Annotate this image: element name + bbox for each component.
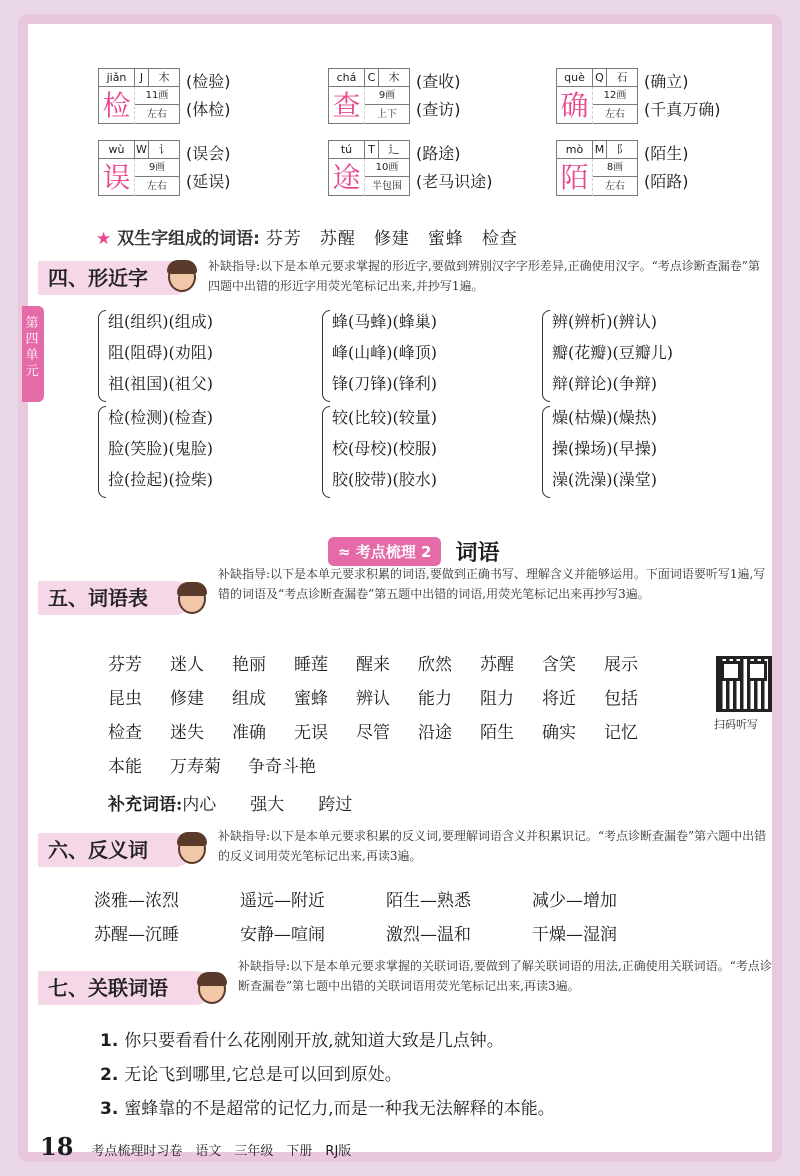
radical: 石: [616, 71, 628, 84]
char: 途: [329, 159, 365, 196]
word: (陌生): [644, 144, 689, 163]
footer: [40, 1132, 351, 1161]
word: 尽管: [356, 723, 390, 743]
word: 艳丽: [232, 655, 266, 675]
stroke-count: 11画: [135, 87, 179, 105]
page-number: 18: [40, 1132, 74, 1161]
kaodian-badge: ≈ 考点梳理 2: [328, 537, 441, 566]
structure: 半包围: [372, 181, 402, 192]
similar-char-line: 较(比较)(较量): [332, 408, 437, 427]
antonym-pair: 陌生—熟悉: [386, 891, 471, 911]
word: 沿途: [418, 723, 452, 743]
char: 误: [99, 159, 135, 196]
word: (检验): [186, 72, 231, 91]
page: [18, 14, 782, 1162]
girl-avatar-icon: [198, 974, 226, 1004]
stroke-count: 9画: [365, 87, 409, 105]
letter: M: [593, 141, 607, 158]
word-row: [108, 752, 348, 777]
word: 苏醒: [480, 655, 514, 675]
word: (查访): [416, 100, 461, 119]
word: 醒来: [356, 655, 390, 675]
word: 芬芳: [108, 655, 142, 675]
word-row: [108, 718, 666, 743]
letter: T: [365, 141, 379, 158]
similar-char-line: 燥(枯燥)(燥热): [552, 408, 657, 427]
word: 迷失: [170, 723, 204, 743]
antonym-pair: 激烈—温和: [386, 925, 471, 945]
structure: 左右: [605, 109, 625, 120]
section-5-note: 补缺指导:以下是本单元要求积累的词语,要做到正确书写、理解含义并能够运用。下面词语要听写1遍,写错的词语及“考点诊断查漏卷”第五题中出错的词语,用荧光笔标记出来再抄写3遍。: [218, 567, 766, 601]
section-7-note: 补缺指导:以下是本单元要求掌握的关联词语,要做到了解关联词语的用法,正确使用关联词语。“考点诊断查漏卷”第七题中出错的关联词语用荧光笔标记出来,再读3遍。: [238, 959, 772, 993]
word: 迷人: [170, 655, 204, 675]
word: 睡莲: [294, 655, 328, 675]
word: 欣然: [418, 655, 452, 675]
word: 将近: [542, 689, 576, 709]
word: (千真万确): [644, 100, 721, 119]
word: 陌生: [480, 723, 514, 743]
char-card: [556, 140, 689, 196]
char-card: [98, 68, 231, 124]
char-card: [328, 140, 493, 196]
word: 准确: [232, 723, 266, 743]
similar-char-line: 祖(祖国)(祖父): [108, 374, 213, 393]
double-words-values: 芬芳 苏醒 修建 蜜蜂 检查: [265, 229, 518, 249]
word: 无误: [294, 723, 328, 743]
structure: 左右: [605, 181, 625, 192]
star-icon: ★: [96, 229, 112, 249]
antonym-pair: 干燥—湿润: [532, 925, 617, 945]
char-card: [98, 140, 231, 196]
word: (体检): [186, 100, 231, 119]
similar-char-line: 辨(辨析)(辨认): [552, 312, 657, 331]
letter: W: [135, 141, 149, 158]
word: 包括: [604, 689, 638, 709]
section-6-header: [38, 832, 192, 868]
pinyin: mò: [557, 141, 593, 158]
word: (路途): [416, 144, 461, 163]
char: 陌: [557, 159, 593, 196]
girl-avatar-icon: [168, 262, 196, 292]
char: 确: [557, 87, 593, 124]
word: 昆虫: [108, 689, 142, 709]
similar-char-group: [108, 306, 213, 399]
section-6-note: 补缺指导:以下是本单元要求积累的反义词,要理解词语含义并积累识记。“考点诊断查漏卷”第六题中出错的反义词用荧光笔标记出来,再读3遍。: [218, 829, 767, 863]
antonym-pair: 淡雅—浓烈: [94, 891, 179, 911]
word: 万寿菊: [170, 757, 221, 777]
antonym-pair: 苏醒—沉睡: [94, 925, 179, 945]
similar-char-line: 脸(笑脸)(鬼脸): [108, 439, 213, 458]
double-words-line: [96, 224, 518, 249]
word: (查收): [416, 72, 461, 91]
stroke-count: 12画: [593, 87, 637, 105]
brace: [542, 406, 550, 498]
section-title: 五、词语表: [38, 581, 192, 615]
stroke-count: 10画: [365, 159, 409, 177]
supplementary-words: [108, 790, 352, 815]
similar-char-line: 捡(捡起)(捡柴): [108, 470, 213, 489]
qr-code-icon[interactable]: [716, 656, 772, 712]
similar-char-group: [332, 306, 437, 399]
brace: [98, 310, 106, 402]
similar-char-line: 校(母校)(校服): [332, 439, 437, 458]
sentence-text: 你只要看看什么花刚刚开放,就知道大致是几点钟。: [124, 1031, 504, 1051]
similar-char-line: 澡(洗澡)(澡堂): [552, 470, 657, 489]
word: 组成: [232, 689, 266, 709]
word: 记忆: [604, 723, 638, 743]
sentence-text: 蜜蜂靠的不是超常的记忆力,而是一种我无法解释的本能。: [124, 1099, 555, 1119]
pinyin: què: [557, 69, 593, 86]
qr-label: 扫码听写: [714, 718, 758, 731]
sentence-number: 1.: [100, 1031, 119, 1051]
pinyin: chá: [329, 69, 365, 86]
brace: [322, 310, 330, 402]
girl-avatar-icon: [178, 834, 206, 864]
radical: 辶: [388, 143, 400, 156]
word-row: [108, 650, 666, 675]
brace: [98, 406, 106, 498]
similar-char-line: 胶(胶带)(胶水): [332, 470, 437, 489]
sentence: [100, 1026, 504, 1051]
similar-char-line: 锋(刀锋)(锋利): [332, 374, 437, 393]
similar-char-line: 辩(辩论)(争辩): [552, 374, 657, 393]
word: 争奇斗艳: [248, 757, 316, 777]
pinyin: tú: [329, 141, 365, 158]
word: 展示: [604, 655, 638, 675]
similar-char-group: [108, 402, 213, 495]
brace: [542, 310, 550, 402]
stroke-count: 9画: [135, 159, 179, 177]
char: 检: [99, 87, 135, 124]
pinyin: jiǎn: [99, 69, 135, 86]
similar-char-line: 操(操场)(早操): [552, 439, 657, 458]
pinyin: wù: [99, 141, 135, 158]
section-7-header: [38, 970, 212, 1006]
structure: 左右: [147, 109, 167, 120]
word: 辨认: [356, 689, 390, 709]
supp-label: 补充词语:: [108, 795, 183, 815]
section-title: 六、反义词: [38, 833, 192, 867]
section-4-note: 补缺指导:以下是本单元要求掌握的形近字,要做到辨别汉字字形差异,正确使用汉字。“考点诊断查漏卷”第四题中出错的形近字用荧光笔标记出来,并抄写1遍。: [208, 259, 760, 293]
similar-char-line: 组(组织)(组成): [108, 312, 213, 331]
similar-char-line: 瓣(花瓣)(豆瓣儿): [552, 343, 673, 362]
word: 阻力: [480, 689, 514, 709]
stroke-count: 8画: [593, 159, 637, 177]
word: (陌路): [644, 172, 689, 191]
char-card: [556, 68, 721, 124]
similar-char-line: 峰(山峰)(峰顶): [332, 343, 437, 362]
radical: 讠: [158, 143, 170, 156]
similar-char-line: 蜂(马蜂)(蜂巢): [332, 312, 437, 331]
word: (老马识途): [416, 172, 493, 191]
antonym-row: [94, 886, 678, 911]
similar-char-line: 检(检测)(检查): [108, 408, 213, 427]
word: 确实: [542, 723, 576, 743]
sentence: [100, 1094, 555, 1119]
sentence-text: 无论飞到哪里,它总是可以回到原处。: [124, 1065, 402, 1085]
char: 查: [329, 87, 365, 124]
girl-avatar-icon: [178, 584, 206, 614]
sentence-number: 3.: [100, 1099, 119, 1119]
word-row: [108, 684, 666, 709]
antonym-pair: 安静—喧闹: [240, 925, 325, 945]
section-title: 四、形近字: [38, 261, 192, 295]
word: (延误): [186, 172, 231, 191]
sentence: [100, 1060, 402, 1085]
similar-char-group: [552, 306, 673, 399]
kaodian-header: [328, 536, 499, 567]
antonym-pair: 减少—增加: [532, 891, 617, 911]
radical: 阝: [616, 143, 628, 156]
char-card: [328, 68, 461, 124]
word: 能力: [418, 689, 452, 709]
radical: 木: [158, 71, 170, 84]
structure: 左右: [147, 181, 167, 192]
letter: C: [365, 69, 379, 86]
word: 检查: [108, 723, 142, 743]
section-5-header: [38, 580, 192, 616]
similar-char-group: [332, 402, 437, 495]
word: 本能: [108, 757, 142, 777]
antonym-pair: 遥远—附近: [240, 891, 325, 911]
word: (确立): [644, 72, 689, 91]
letter: J: [135, 69, 149, 86]
sentence-number: 2.: [100, 1065, 119, 1085]
word: (误会): [186, 144, 231, 163]
word: 蜜蜂: [294, 689, 328, 709]
footer-text: 考点梳理时习卷 语文 三年级 下册 RJ版: [91, 1144, 352, 1159]
word: 修建: [170, 689, 204, 709]
double-words-label: 双生字组成的词语:: [117, 229, 260, 249]
letter: Q: [593, 69, 607, 86]
kaodian-title: 词语: [455, 541, 500, 566]
word: 含笑: [542, 655, 576, 675]
supp-values: 内心 强大 跨过: [182, 795, 353, 815]
unit-side-tab: 第四单元: [22, 306, 44, 402]
brace: [322, 406, 330, 498]
section-title: 七、关联词语: [38, 971, 212, 1005]
radical: 木: [388, 71, 400, 84]
structure: 上下: [377, 109, 397, 120]
antonym-row: [94, 920, 678, 945]
similar-char-line: 阻(阻碍)(劝阻): [108, 343, 213, 362]
similar-char-group: [552, 402, 657, 495]
